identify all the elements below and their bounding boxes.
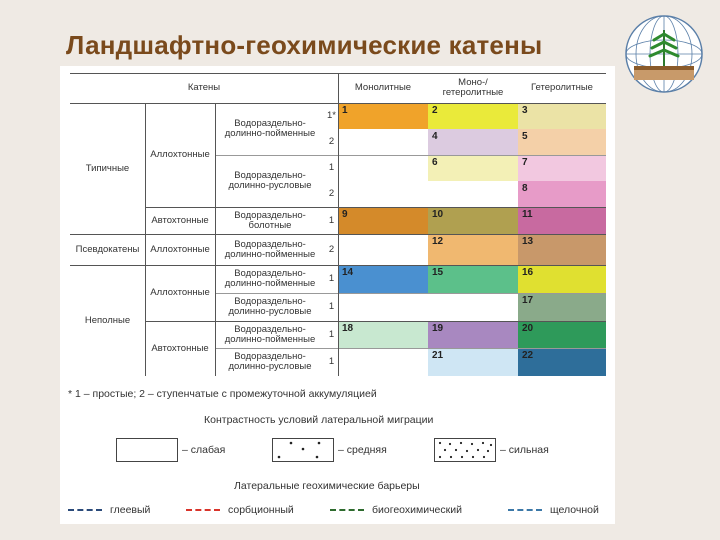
- dash-line-icon: [186, 509, 220, 511]
- contrast-weak-label: – слабая: [182, 444, 226, 456]
- type-label: Водораздельно- долинно-русловые: [228, 351, 312, 372]
- barrier-biogeochemical: биогеохимический: [330, 504, 462, 516]
- contrast-strong-swatch: [434, 438, 496, 462]
- catena-cell: 5: [518, 129, 606, 155]
- catena-cell: 15: [428, 265, 518, 293]
- subgroup-allochthonous: Аллохтонные: [150, 287, 210, 298]
- contrast-title: Контрастность условий латеральной миграции: [204, 414, 434, 426]
- header-hetero: Гетеролитные: [531, 82, 593, 93]
- group-incomplete: Неполные: [84, 314, 131, 326]
- dash-line-icon: [508, 509, 542, 511]
- table-border: [145, 103, 146, 376]
- catena-cell: 13: [518, 234, 606, 265]
- table-border: [215, 103, 216, 376]
- catena-cell: 4: [428, 129, 518, 155]
- subgroup-allochthonous: Аллохтонные: [150, 149, 210, 160]
- complexity-mark: 2: [328, 243, 335, 255]
- subgroup-autochthonous: Автохтонные: [151, 214, 209, 226]
- complexity-mark: 1: [328, 356, 335, 367]
- catena-cell: 17: [518, 293, 606, 321]
- complexity-mark: 1: [328, 328, 335, 340]
- catena-cell: 1: [338, 103, 428, 129]
- complexity-mark: 2: [328, 136, 335, 147]
- type-label: Водораздельно- долинно-пойменные: [224, 118, 316, 139]
- catena-cell: 21: [428, 348, 518, 376]
- table-border: [215, 293, 606, 294]
- catena-cell: 22: [518, 348, 606, 376]
- catena-cell: 12: [428, 234, 518, 265]
- barrier-alkaline: щелочной: [508, 504, 599, 516]
- logo-icon: [624, 14, 704, 94]
- contrast-weak-swatch: [116, 438, 178, 462]
- group-typical: Типичные: [85, 162, 130, 174]
- catena-cell: 7: [518, 155, 606, 181]
- catena-cell: 9: [338, 207, 428, 234]
- catena-cell: 11: [518, 207, 606, 234]
- catena-cell: 19: [428, 321, 518, 348]
- table-border: [215, 348, 606, 349]
- catena-cell: 20: [518, 321, 606, 348]
- catena-cell: 2: [428, 103, 518, 129]
- type-label: Водораздельно- долинно-русловые: [228, 170, 312, 191]
- type-label: Водораздельно- болотные: [234, 209, 306, 231]
- footnote: * 1 – простые; 2 – ступенчатые с промежуточной аккумуляцией: [68, 388, 377, 400]
- barrier-sorption: сорбционный: [186, 504, 294, 516]
- group-pseudo: Псевдокатены: [75, 243, 140, 255]
- catena-cell: 8: [518, 181, 606, 207]
- complexity-mark: 1*: [327, 110, 336, 121]
- catena-cell: 10: [428, 207, 518, 234]
- catena-cell: 14: [338, 265, 428, 293]
- catena-table: [60, 66, 615, 376]
- header-katena: Катены: [187, 82, 221, 93]
- complexity-mark: 1: [328, 273, 335, 284]
- complexity-mark: 2: [328, 188, 335, 199]
- type-label: Водораздельно- долинно-пойменные: [224, 323, 316, 345]
- figure-panel: [60, 66, 615, 524]
- dash-line-icon: [68, 509, 102, 511]
- subgroup-allochthonous: Аллохтонные: [150, 243, 210, 255]
- catena-cell: 18: [338, 321, 428, 348]
- catena-cell: 3: [518, 103, 606, 129]
- type-label: Водораздельно- долинно-пойменные: [224, 238, 316, 260]
- catena-cell: 16: [518, 265, 606, 293]
- header-mono-hetero: Моно-/ гетеролитные: [442, 77, 504, 98]
- barrier-gley: глеевый: [68, 504, 150, 516]
- subgroup-autochthonous: Автохтонные: [151, 342, 209, 354]
- barriers-title: Латеральные геохимические барьеры: [234, 480, 420, 492]
- type-label: Водораздельно- долинно-пойменные: [224, 268, 316, 289]
- table-border: [338, 73, 339, 376]
- contrast-strong-label: – сильная: [500, 444, 549, 456]
- complexity-mark: 1: [328, 162, 335, 173]
- contrast-medium-label: – средняя: [338, 444, 387, 456]
- contrast-medium-swatch: [272, 438, 334, 462]
- complexity-mark: 1: [328, 301, 335, 312]
- page-title: Ландшафтно-геохимические катены: [66, 30, 543, 60]
- dash-line-icon: [330, 509, 364, 511]
- table-border: [215, 155, 606, 156]
- complexity-mark: 1: [328, 214, 335, 226]
- catena-cell: 6: [428, 155, 518, 181]
- type-label: Водораздельно- долинно-русловые: [228, 296, 312, 317]
- header-mono: Монолитные: [354, 82, 412, 93]
